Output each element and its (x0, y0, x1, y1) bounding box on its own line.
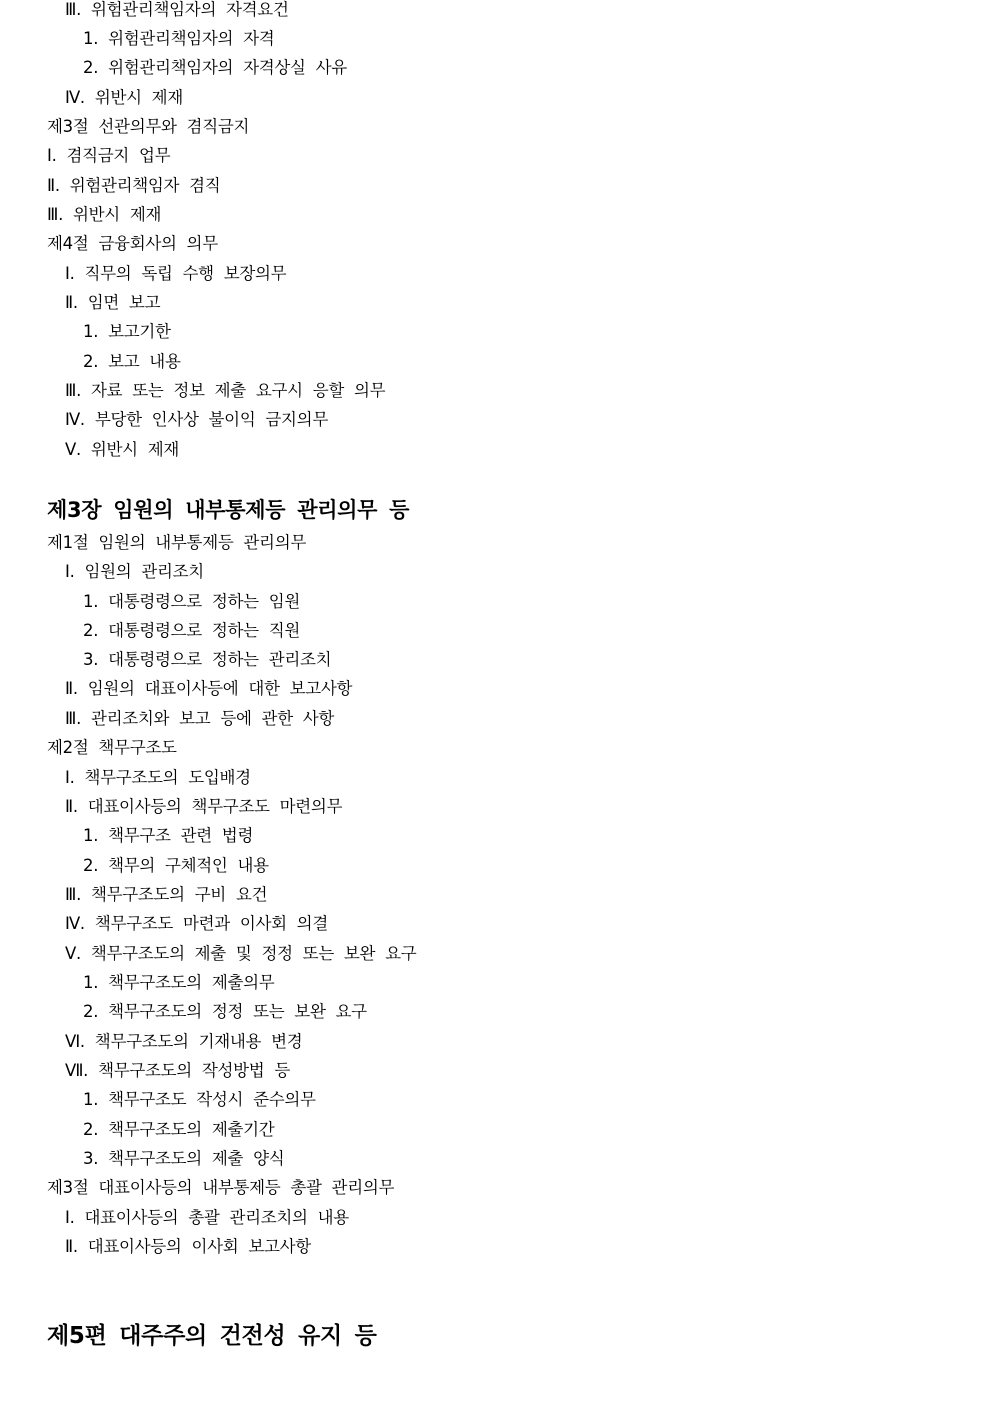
toc-item: 1. 책무구조 관련 법령 (83, 826, 254, 845)
toc-section: Ⅰ. 겸직금지 업무 (47, 146, 171, 165)
toc-item: 3. 대통령령으로 정하는 관리조치 (83, 650, 332, 669)
toc-subsection: Ⅰ. 임원의 관리조치 (65, 562, 204, 581)
toc-subsection: Ⅲ. 관리조치와 보고 등에 관한 사항 (65, 709, 335, 728)
toc-subsection: Ⅲ. 책무구조도의 구비 요건 (65, 885, 268, 904)
toc-subsection: Ⅰ. 직무의 독립 수행 보장의무 (65, 264, 287, 283)
toc-item: 2. 위험관리책임자의 자격상실 사유 (83, 58, 347, 77)
toc-item: 2. 보고 내용 (83, 352, 181, 371)
toc-subsection: Ⅲ. 자료 또는 정보 제출 요구시 응할 의무 (65, 381, 386, 400)
toc-subsection: Ⅳ. 책무구조도 마련과 이사회 의결 (65, 914, 328, 933)
toc-item: 2. 책무구조도의 제출기간 (83, 1120, 275, 1139)
toc-item: 2. 책무구조도의 정정 또는 보완 요구 (83, 1002, 367, 1021)
toc-subsection: Ⅱ. 임면 보고 (65, 293, 161, 312)
part-heading: 제5편 대주주의 건전성 유지 등 (47, 1323, 377, 1349)
toc-item: 2. 책무의 구체적인 내용 (83, 856, 269, 875)
toc-subsection: Ⅲ. 위험관리책임자의 자격요건 (65, 0, 289, 19)
toc-section: 제3절 대표이사등의 내부통제등 총괄 관리의무 (47, 1178, 395, 1197)
toc-section: 제2절 책무구조도 (47, 738, 177, 757)
toc-item: 2. 대통령령으로 정하는 직원 (83, 621, 301, 640)
chapter-heading: 제3장 임원의 내부통제등 관리의무 등 (47, 498, 410, 522)
toc-item: 1. 위험관리책임자의 자격 (83, 29, 275, 48)
toc-subsection: Ⅱ. 대표이사등의 이사회 보고사항 (65, 1237, 311, 1256)
toc-item: 1. 책무구조도의 제출의무 (83, 973, 275, 992)
toc-item: 1. 보고기한 (83, 322, 171, 341)
toc-section: 제1절 임원의 내부통제등 관리의무 (47, 533, 306, 552)
toc-item: 1. 책무구조도 작성시 준수의무 (83, 1090, 316, 1109)
toc-section: Ⅱ. 위험관리책임자 겸직 (47, 176, 221, 195)
toc-subsection: Ⅵ. 책무구조도의 기재내용 변경 (65, 1032, 303, 1051)
toc-section: 제4절 금융회사의 의무 (47, 234, 218, 253)
toc-subsection: Ⅶ. 책무구조도의 작성방법 등 (65, 1061, 290, 1080)
toc-subsection: Ⅱ. 대표이사등의 책무구조도 마련의무 (65, 797, 343, 816)
toc-subsection: Ⅱ. 임원의 대표이사등에 대한 보고사항 (65, 679, 353, 698)
toc-subsection: Ⅴ. 책무구조도의 제출 및 정정 또는 보완 요구 (65, 944, 417, 963)
toc-subsection: Ⅳ. 위반시 제재 (65, 88, 183, 107)
toc-subsection: Ⅰ. 대표이사등의 총괄 관리조치의 내용 (65, 1208, 349, 1227)
toc-section: Ⅲ. 위반시 제재 (47, 205, 162, 224)
toc-subsection: Ⅴ. 위반시 제재 (65, 440, 180, 459)
toc-item: 1. 대통령령으로 정하는 임원 (83, 592, 301, 611)
toc-section: 제3절 선관의무와 겸직금지 (47, 117, 250, 136)
toc-subsection: Ⅳ. 부당한 인사상 불이익 금지의무 (65, 410, 328, 429)
toc-subsection: Ⅰ. 책무구조도의 도입배경 (65, 768, 251, 787)
toc-item: 3. 책무구조도의 제출 양식 (83, 1149, 285, 1168)
